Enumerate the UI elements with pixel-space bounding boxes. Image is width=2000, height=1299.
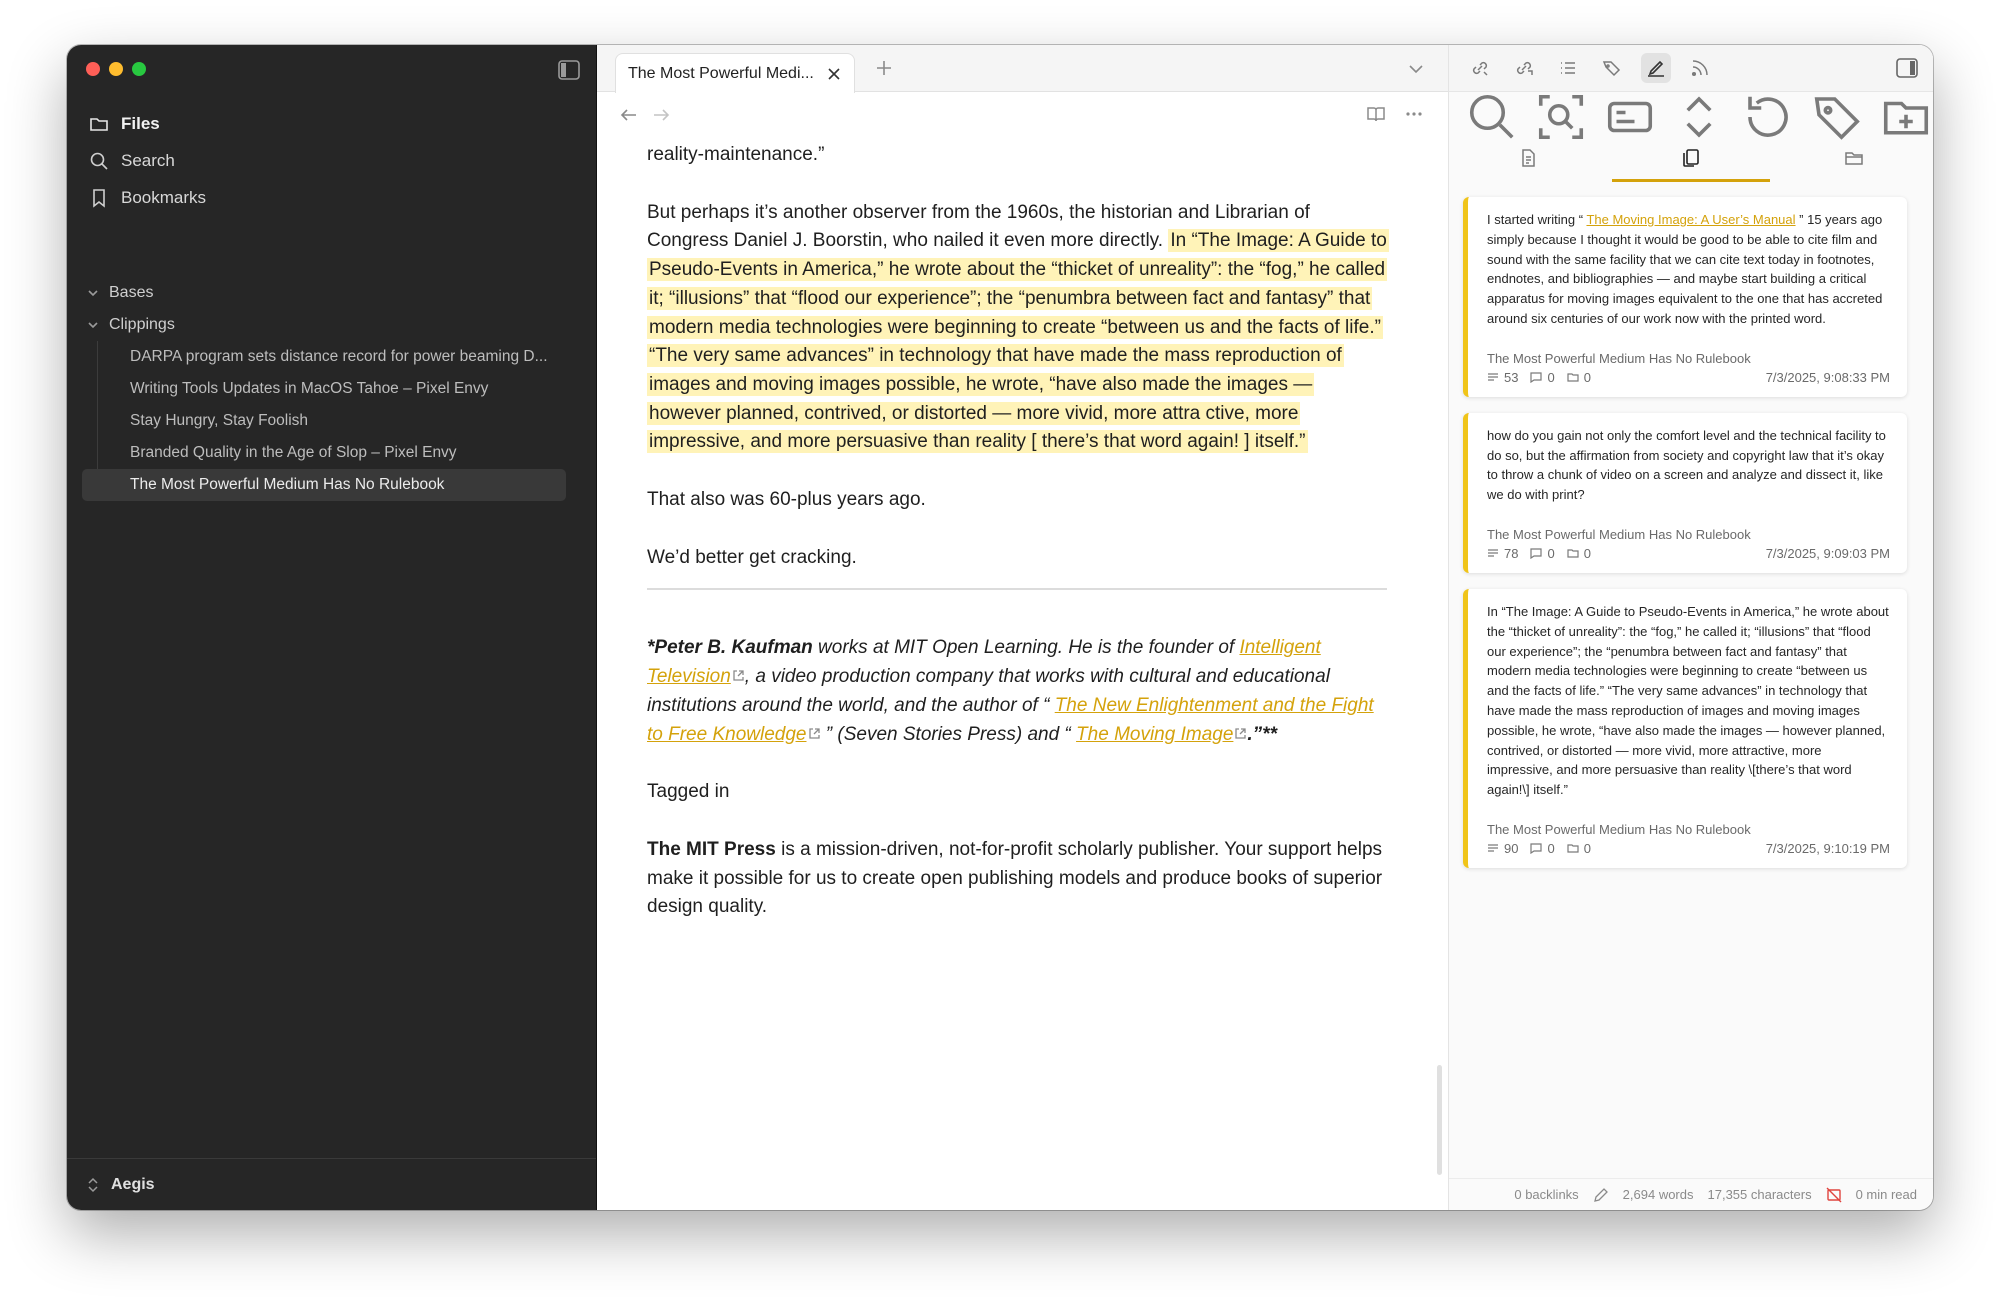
- highlight-card[interactable]: [1463, 413, 1907, 573]
- tab-tags[interactable]: [1597, 53, 1627, 83]
- text-lines-icon: [1487, 547, 1499, 559]
- tab-title: The Most Powerful Medi...: [628, 64, 814, 82]
- file-item[interactable]: Branded Quality in the Age of Slop – Pixel Envy: [130, 444, 457, 461]
- paragraph: That also was 60-plus years ago.: [647, 489, 926, 511]
- tags-icon: [1602, 58, 1622, 78]
- folder-label: Clippings: [109, 316, 175, 333]
- comment-count: 0: [1547, 840, 1555, 856]
- read-time: 0 min read: [1855, 1187, 1917, 1202]
- highlight-meta: [1487, 370, 1890, 385]
- arrow-left-icon[interactable]: [619, 106, 639, 124]
- folder-bases[interactable]: [81, 277, 581, 309]
- paragraph: [647, 199, 1387, 457]
- folder-count: 0: [1583, 545, 1591, 561]
- highlight-text: [1487, 426, 1890, 505]
- highlight-date: 7/3/2025, 9:09:03 PM: [1765, 545, 1890, 561]
- comment-icon: [1530, 547, 1542, 559]
- app-window: [67, 45, 1933, 1210]
- highlight-text-part: how do you gain not only the comfort level and the technical facility to do so, but the affirmation from society and copyright law that it’s okay to throw a chunk of video on a screen and analyze and dissect it, like we do with print?: [1487, 427, 1886, 503]
- files-icon: [1681, 148, 1701, 168]
- chevron-down-icon: [87, 319, 99, 331]
- close-window-button[interactable]: [86, 62, 100, 76]
- backlinks-count[interactable]: 0 backlinks: [1514, 1187, 1579, 1202]
- view-header: [597, 92, 1448, 136]
- clippings-file-list: [97, 341, 581, 501]
- sidebar-nav: [85, 105, 579, 216]
- list-icon: [1558, 58, 1578, 78]
- sidebar-toggle-icon[interactable]: [557, 59, 581, 81]
- character-count: 17,355 characters: [1707, 1187, 1812, 1202]
- new-tab-icon[interactable]: [873, 57, 895, 79]
- tab-all-notes[interactable]: [1612, 142, 1769, 182]
- zoom-window-button[interactable]: [132, 62, 146, 76]
- tab-rss[interactable]: [1685, 53, 1715, 83]
- external-link-icon: [808, 727, 821, 740]
- file-item-active[interactable]: The Most Powerful Medium Has No Rulebook: [82, 469, 566, 501]
- bio-text: , a video production company that works with cultural and educational institutions around the world, and the author of “: [647, 666, 1330, 716]
- highlighter-icon: [1646, 58, 1666, 78]
- file-icon: [1518, 148, 1538, 168]
- bio-text: .”**: [1247, 723, 1277, 745]
- folder-clippings[interactable]: [81, 309, 581, 341]
- link-new-enlightenment[interactable]: The New Enlightenment and the Fight to Free Knowledge: [647, 694, 1374, 745]
- paragraph: We’d better get cracking.: [647, 546, 857, 568]
- comment-icon: [1530, 371, 1542, 383]
- folder-open-icon: [1844, 148, 1864, 168]
- folder-icon: [89, 114, 109, 134]
- folder-label: Bases: [109, 284, 154, 301]
- highlight-meta: [1487, 546, 1890, 561]
- sidebar-item-files[interactable]: [85, 105, 579, 142]
- chevron-down-icon: [87, 287, 99, 299]
- folder-plus-icon[interactable]: [1879, 90, 1933, 144]
- highlight-text: [1487, 602, 1890, 800]
- folder-count: 0: [1583, 840, 1591, 856]
- arrow-right-icon[interactable]: [651, 106, 671, 124]
- author-bio: [647, 634, 1387, 749]
- highlight-date: 7/3/2025, 9:10:19 PM: [1765, 840, 1890, 856]
- link-intelligent-television[interactable]: Intelligent Television: [647, 637, 1321, 688]
- scan-icon[interactable]: [1534, 90, 1588, 144]
- editor-pane: [597, 45, 1449, 1210]
- comment-icon: [1530, 842, 1542, 854]
- highlights-toolbar: [1449, 92, 1933, 142]
- file-item[interactable]: DARPA program sets distance record for power beaming D...: [130, 348, 548, 365]
- tab-bar: [597, 45, 1448, 92]
- link-moving-image[interactable]: The Moving Image: [1076, 723, 1234, 745]
- highlight-source[interactable]: The Most Powerful Medium Has No Rulebook: [1487, 350, 1751, 366]
- sidebar-item-search[interactable]: [85, 142, 579, 179]
- text-lines-icon: [1487, 842, 1499, 854]
- highlight-source[interactable]: The Most Powerful Medium Has No Rulebook: [1487, 821, 1751, 837]
- publisher-name: The MIT Press: [647, 838, 776, 860]
- chevron-updown-icon: [87, 1177, 99, 1193]
- highlight-card[interactable]: [1463, 589, 1907, 868]
- expand-collapse-icon[interactable]: [1672, 90, 1726, 144]
- paragraph: Tagged in: [647, 781, 730, 803]
- status-bar: [1449, 1178, 1933, 1210]
- card-icon[interactable]: [1603, 90, 1657, 144]
- file-tree: [81, 277, 581, 501]
- search-icon: [89, 151, 109, 171]
- vault-name: Aegis: [111, 1175, 155, 1193]
- refresh-icon[interactable]: [1741, 90, 1795, 144]
- highlight-text-part: I started writing “: [1487, 212, 1587, 227]
- rss-icon: [1690, 58, 1710, 78]
- highlight-card[interactable]: [1463, 197, 1907, 397]
- right-sidebar-tabs: [1449, 45, 1933, 92]
- word-count: 53: [1504, 369, 1519, 385]
- highlight-meta: [1487, 841, 1890, 856]
- text-lines-icon: [1487, 371, 1499, 383]
- right-sidebar: [1449, 45, 1933, 1210]
- pencil-icon[interactable]: [1593, 1187, 1609, 1203]
- divider: [647, 588, 1387, 590]
- highlight-text-part: ” 15 years ago simply because I thought it would be good to be able to cite film and sound with the same facility that we can cite text today in footnotes, endnotes, and bibliographies — and maybe start building a critical apparatus for moving images equivalent to the one that has accreted around six centuries of our work now with the printed word.: [1487, 212, 1883, 326]
- external-link-icon: [1234, 727, 1247, 740]
- vault-switcher[interactable]: [87, 1176, 155, 1194]
- book-open-icon[interactable]: [1366, 104, 1386, 124]
- tab-outgoing-links[interactable]: [1509, 53, 1539, 83]
- more-options-icon[interactable]: [1404, 104, 1424, 124]
- sidebar-item-label: Search: [121, 150, 175, 170]
- highlighted-text[interactable]: In “The Image: A Guide to Pseudo-Events in America,” he wrote about the “thicket of unreality”: the “fog,” he called it; “illusions” that “flood our experience”; the “penumbra between fact and fantasy” that modern media technologies were beginning to create “between us and the facts of life.” “The very same advances” in technology that have made the mass reproduction of images and moving images possible, he wrote, “have also made the images — however planned, contrived, or distorted — more vivid, more attra ctive, more impressive, and more persuasive than reality [ there’s that word again! ] itself.”: [649, 230, 1387, 453]
- highlight-date: 7/3/2025, 9:08:33 PM: [1765, 369, 1890, 385]
- highlight-text-part: In “The Image: A Guide to Pseudo-Events in America,” he wrote about the “thicket of unreality”: the “fog,” he called it; “illusions” that “flood our experience”; the “penumbra between fact and fantasy” that modern media technologies were beginning to create “between us and the facts of life.” “The very same advances” in technology that have made the mass reproduction of images and moving images possible, he wrote, “have also made the images — however planned, contrived, or distorted — more vivid, more attractive, more impressive, and more persuasive than reality \[there’s that word again!\] itself.”: [1487, 603, 1889, 798]
- file-item[interactable]: Writing Tools Updates in MacOS Tahoe – Pixel Envy: [130, 380, 489, 397]
- highlight-view-tabs: [1449, 142, 1933, 182]
- tab-outline[interactable]: [1553, 53, 1583, 83]
- highlight-source[interactable]: The Most Powerful Medium Has No Rulebook: [1487, 526, 1751, 542]
- bookmark-icon: [89, 188, 109, 208]
- word-count: 2,694 words: [1622, 1187, 1694, 1202]
- tab-highlights[interactable]: [1641, 53, 1671, 83]
- note-content: [647, 141, 1387, 951]
- close-icon[interactable]: [826, 66, 842, 82]
- minimize-window-button[interactable]: [109, 62, 123, 76]
- sidebar-item-label: Bookmarks: [121, 187, 207, 207]
- paragraph: [647, 836, 1387, 922]
- left-sidebar: [67, 45, 597, 1210]
- author-name: *Peter B. Kaufman: [647, 637, 813, 659]
- sidebar-item-label: Files: [121, 113, 160, 133]
- word-count: 90: [1504, 840, 1519, 856]
- sidebar-footer: [67, 1158, 596, 1210]
- paragraph-text: But perhaps it’s another observer from the 1960s, the historian and Librarian of Congress Daniel J. Boorstin, who nailed it even more directly.: [647, 201, 1310, 252]
- paragraph-text: is a mission-driven, not-for-profit scholarly publisher. Your support helps make it possible for us to create open publishing models and produce books of superior design quality.: [647, 838, 1383, 918]
- comment-count: 0: [1547, 369, 1555, 385]
- folder-icon: [1567, 842, 1579, 854]
- link-icon: [1470, 58, 1490, 78]
- folder-icon: [1567, 547, 1579, 559]
- window-controls: [86, 62, 146, 76]
- right-sidebar-toggle-icon[interactable]: [1895, 57, 1919, 79]
- highlight-text: [1487, 210, 1890, 329]
- word-count: 78: [1504, 545, 1519, 561]
- folder-count: 0: [1583, 369, 1591, 385]
- tab-active-note[interactable]: [615, 53, 855, 93]
- tab-folder[interactable]: [1776, 142, 1933, 182]
- chevron-down-icon[interactable]: [1406, 59, 1426, 79]
- file-item[interactable]: Stay Hungry, Stay Foolish: [130, 412, 309, 429]
- highlight-link[interactable]: The Moving Image: A User’s Manual: [1586, 212, 1796, 227]
- tag-icon[interactable]: [1810, 90, 1864, 144]
- paragraph: reality-maintenance.”: [647, 144, 825, 165]
- tab-backlinks[interactable]: [1465, 53, 1495, 83]
- sync-off-icon[interactable]: [1826, 1187, 1842, 1203]
- scrollbar[interactable]: [1437, 1065, 1442, 1175]
- folder-icon: [1567, 371, 1579, 383]
- bio-text: works at MIT Open Learning. He is the founder of: [812, 637, 1240, 659]
- sidebar-item-bookmarks[interactable]: [85, 179, 579, 216]
- search-icon[interactable]: [1465, 90, 1519, 144]
- comment-count: 0: [1547, 545, 1555, 561]
- highlight-cards: [1463, 197, 1907, 884]
- external-link-icon: [732, 669, 745, 682]
- bio-text: ” (Seven Stories Press) and “: [820, 723, 1077, 745]
- tab-current-note[interactable]: [1449, 142, 1606, 182]
- outgoing-link-icon: [1514, 58, 1534, 78]
